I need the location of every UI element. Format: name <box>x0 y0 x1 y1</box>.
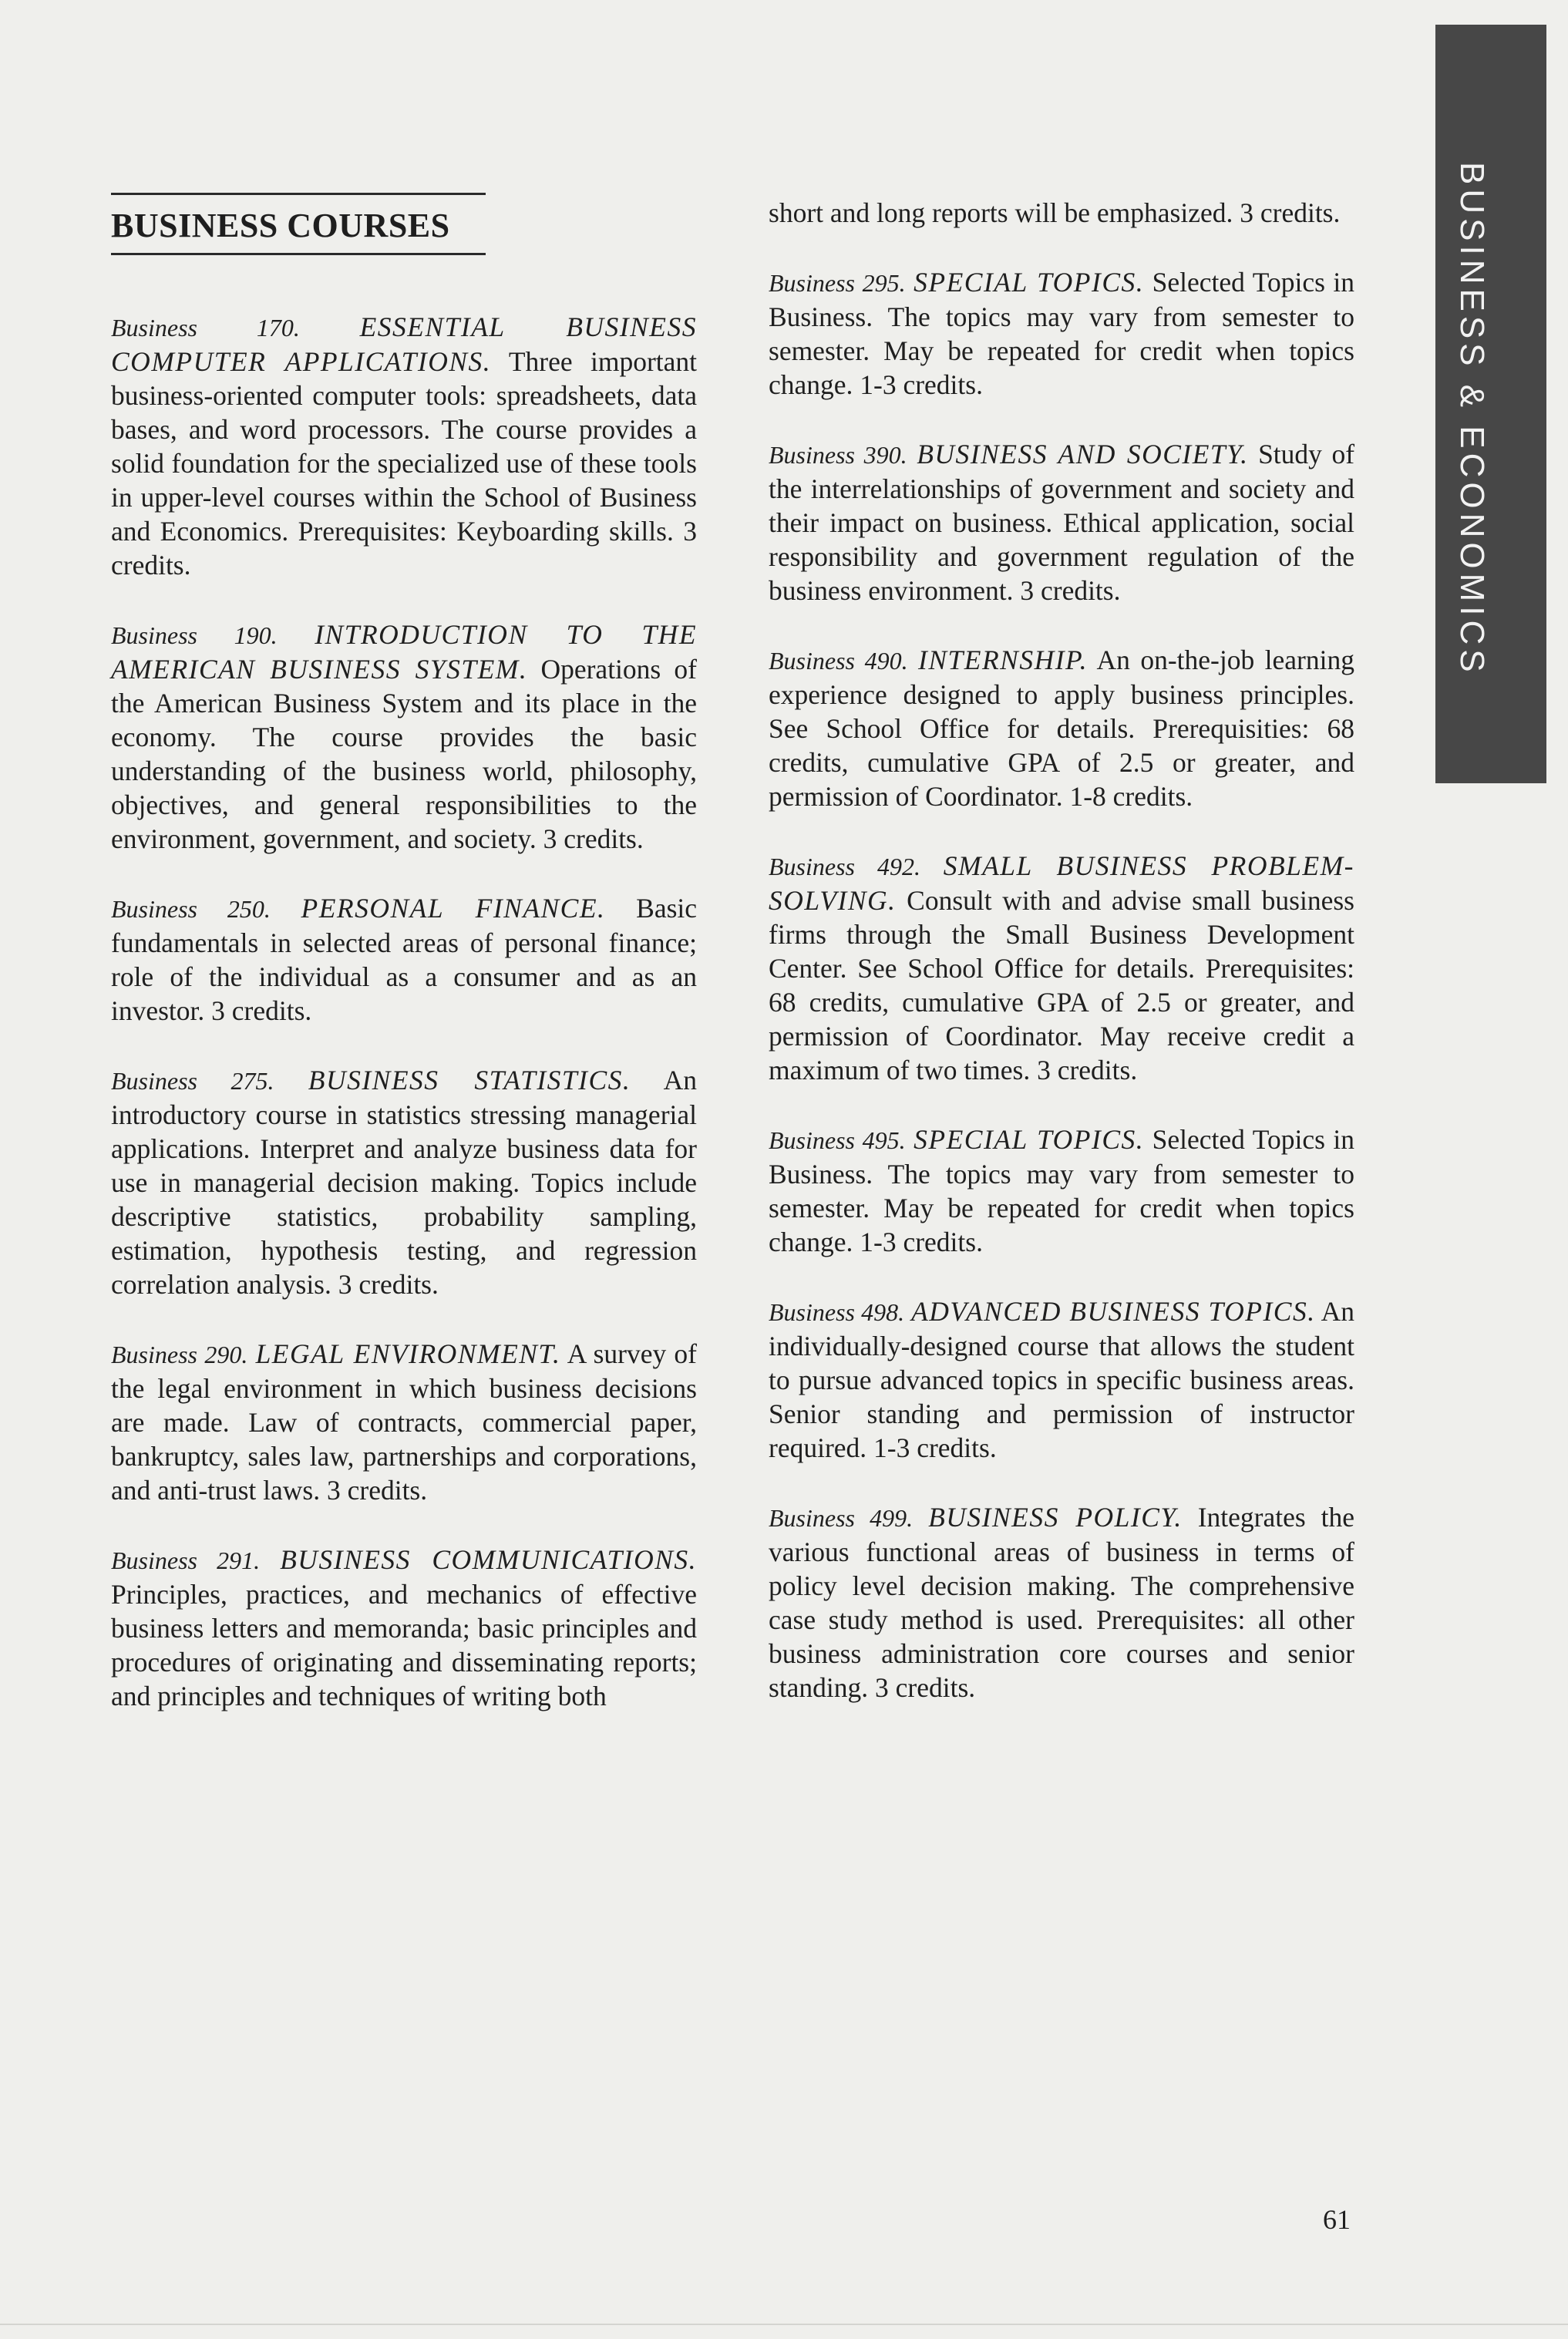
left-column <box>111 310 697 1748</box>
course-description: Selected Topics in Business. The topics may vary from semester to semester. May be repeated for credit when topics change. 1-3 credits. <box>769 1124 1355 1257</box>
course-entry <box>111 1063 697 1301</box>
course-code: Business 250. <box>111 895 271 923</box>
course-title: SMALL BUSINESS PROBLEM-SOLVING. <box>769 850 1354 916</box>
course-description: Three important business-oriented computer tools: spreadsheets, data bases, and word processors. The course provides a solid foundation for the specialized use of these tools in upper-level courses within the School of Business and Economics. Prerequisites: Keyboarding skills. 3 credits. <box>111 346 697 581</box>
course-code: Business 492. <box>769 853 920 880</box>
course-description: Principles, practices, and mechanics of effective business letters and memoranda; basic principles and procedures of originating and disseminating reports; and principles and techniques of writing both <box>111 1579 697 1711</box>
course-title: SPECIAL TOPICS. <box>914 1124 1145 1155</box>
course-code: Business 295. <box>769 269 906 297</box>
course-code: Business 190. <box>111 621 278 649</box>
course-description: Operations of the American Business System and its place in the economy. The course provides the basic understanding of the business world, philosophy, objectives, and general responsibilities to the environment, government, and society. 3 credits. <box>111 654 697 854</box>
course-code: Business 490. <box>769 647 908 675</box>
course-description: Integrates the various functional areas of business in terms of policy level decision making. The comprehensive case study method is used. Prerequisites: all other business administration core courses and senior standing. 3 credits. <box>769 1502 1355 1703</box>
course-title: BUSINESS COMMUNICATIONS. <box>280 1544 698 1575</box>
course-code: Business 499. <box>769 1504 914 1532</box>
course-code: Business 291. <box>111 1546 261 1574</box>
course-description: An introductory course in statistics stressing managerial applications. Interpret and analyze business data for use in managerial decision making. Topics include descriptive statistics, probability sampling, estimation, hypothesis testing, and regression correlation analysis. 3 credits. <box>111 1065 698 1300</box>
right-column <box>769 196 1354 1740</box>
course-entry <box>769 1294 1354 1465</box>
course-code: Business 390. <box>769 441 907 469</box>
course-title: ADVANCED BUSINESS TOPICS. <box>911 1296 1316 1327</box>
course-title: LEGAL ENVIRONMENT. <box>255 1338 561 1369</box>
course-title: BUSINESS AND SOCIETY. <box>917 439 1249 469</box>
course-code: Business 290. <box>111 1341 248 1368</box>
course-description: Consult with and advise small business firms through the Small Business Development Center. See School Office for details. Prerequisites: 68 credits, cumulative GPA of 2.5 or greater, and permission of Coordinator. May receive credit a maximum of two times. 3 credits. <box>769 885 1354 1085</box>
page-number: 61 <box>1323 2204 1351 2235</box>
course-entry <box>111 891 697 1028</box>
course-entry <box>769 437 1354 607</box>
course-entry <box>769 1122 1354 1259</box>
continued-text: short and long reports will be emphasized. 3 credits. <box>769 197 1341 228</box>
course-code: Business 495. <box>769 1126 906 1154</box>
side-tab-label: BUSINESS & ECONOMICS <box>1453 162 1491 677</box>
course-description: An on-the-job learning experience designed to apply business principles. See School Office for details. Prerequisities: 68 credits, cumulative GPA of 2.5 or greater, and permission of Coordinator. 1-8 credits. <box>769 644 1354 812</box>
course-title: BUSINESS STATISTICS. <box>308 1065 631 1095</box>
course-title: PERSONAL FINANCE. <box>301 893 606 924</box>
course-entry <box>769 265 1354 402</box>
course-code: Business 498. <box>769 1298 905 1326</box>
course-description: An individually-designed course that allows the student to pursue advanced topics in specific business areas. Senior standing and permission of instructor required. 1-3 credits. <box>769 1296 1355 1463</box>
page-edge-divider <box>0 2324 1568 2325</box>
section-heading: BUSINESS COURSES <box>111 193 486 255</box>
course-entry <box>111 1337 697 1507</box>
course-entry <box>769 1500 1354 1705</box>
course-title: INTRODUCTION TO THE AMERICAN BUSINESS SYSTEM. <box>111 619 698 685</box>
course-code: Business 275. <box>111 1067 274 1095</box>
course-description: A survey of the legal environment in which business decisions are made. Law of contracts, commercial paper, bankruptcy, sales law, partnerships and corporations, and anti-trust laws. 3 credits. <box>111 1338 698 1506</box>
course-code: Business 170. <box>111 314 300 342</box>
course-description: Selected Topics in Business. The topics may vary from semester to semester. May be repeated for credit when topics change. 1-3 credits. <box>769 267 1355 400</box>
course-title: ESSENTIAL BUSINESS COMPUTER APPLICATIONS. <box>111 311 697 377</box>
course-description: Basic fundamentals in selected areas of personal finance; role of the individual as a consumer and as an investor. 3 credits. <box>111 893 698 1026</box>
course-entry <box>111 618 697 856</box>
course-entry <box>769 849 1354 1087</box>
course-entry <box>111 1543 697 1713</box>
course-entry <box>111 310 697 582</box>
course-title: SPECIAL TOPICS. <box>914 267 1145 298</box>
course-entry <box>769 643 1354 813</box>
course-title: INTERNSHIP. <box>918 644 1089 675</box>
course-description: Study of the interrelationships of government and society and their impact on business. Ethical application, social responsibility and government regulation of the business environment. 3 credits. <box>769 439 1355 606</box>
course-title: BUSINESS POLICY. <box>928 1502 1183 1533</box>
